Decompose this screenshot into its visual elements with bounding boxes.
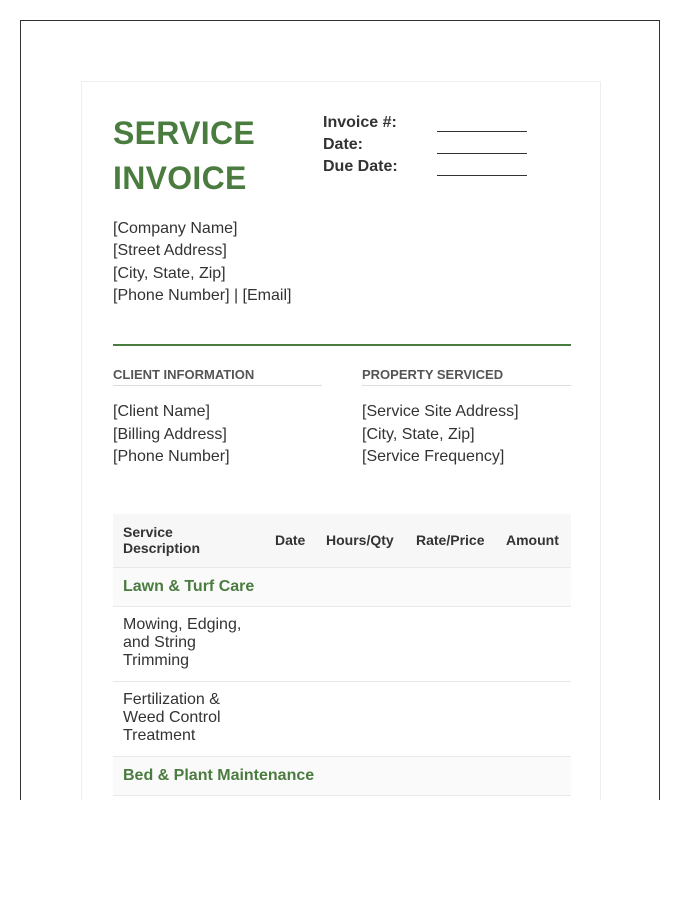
item-description: Mowing, Edging, and String Trimming — [123, 616, 242, 669]
property-info — [362, 401, 519, 469]
column-header-amount: Amount — [506, 532, 559, 548]
column-header-description: Service Description — [123, 524, 201, 556]
invoice-number-label: Invoice #: — [323, 114, 397, 131]
table-row — [113, 682, 571, 757]
client-phone: [Phone Number] — [113, 448, 230, 465]
date-row — [323, 135, 533, 157]
invoice-document — [81, 81, 601, 800]
date-label: Date: — [323, 136, 364, 153]
invoice-meta — [323, 113, 533, 179]
category-label: Bed & Plant Maintenance — [123, 767, 315, 784]
table-category-row — [113, 568, 571, 607]
due-date-label: Due Date: — [323, 158, 398, 175]
column-header-date: Date — [275, 532, 306, 548]
company-street: [Street Address] — [113, 242, 227, 260]
section-divider — [113, 344, 571, 346]
company-name: [Company Name] — [113, 220, 238, 237]
company-city-state-zip: [City, State, Zip] — [113, 264, 226, 282]
invoice-title — [113, 111, 313, 201]
client-info — [113, 401, 230, 469]
company-contact: [Phone Number] | [Email] — [113, 286, 292, 304]
property-frequency: [Service Frequency] — [362, 448, 505, 465]
date-field[interactable] — [437, 153, 527, 154]
property-serviced-heading: PROPERTY SERVICED — [362, 367, 571, 386]
property-site-address: [Service Site Address] — [362, 403, 519, 420]
category-label: Lawn & Turf Care — [123, 578, 255, 595]
property-city-state-zip: [City, State, Zip] — [362, 425, 475, 443]
column-header-hours-qty: Hours/Qty — [326, 532, 394, 548]
due-date-row — [323, 157, 533, 179]
invoice-number-row — [323, 113, 533, 135]
column-header-rate-price: Rate/Price — [416, 532, 485, 548]
due-date-field[interactable] — [437, 175, 527, 176]
services-table — [113, 514, 571, 796]
client-billing-address: [Billing Address] — [113, 425, 227, 443]
client-information-heading: CLIENT INFORMATION — [113, 367, 322, 386]
table-header — [113, 514, 571, 568]
title-line-1: SERVICE — [113, 115, 256, 151]
company-info — [113, 218, 291, 307]
table-row — [113, 607, 571, 682]
table-category-row — [113, 757, 571, 796]
invoice-number-field[interactable] — [437, 131, 527, 132]
item-description: Fertilization & Weed Control Treatment — [123, 691, 221, 744]
client-name: [Client Name] — [113, 403, 210, 420]
title-line-2: INVOICE — [113, 160, 247, 196]
